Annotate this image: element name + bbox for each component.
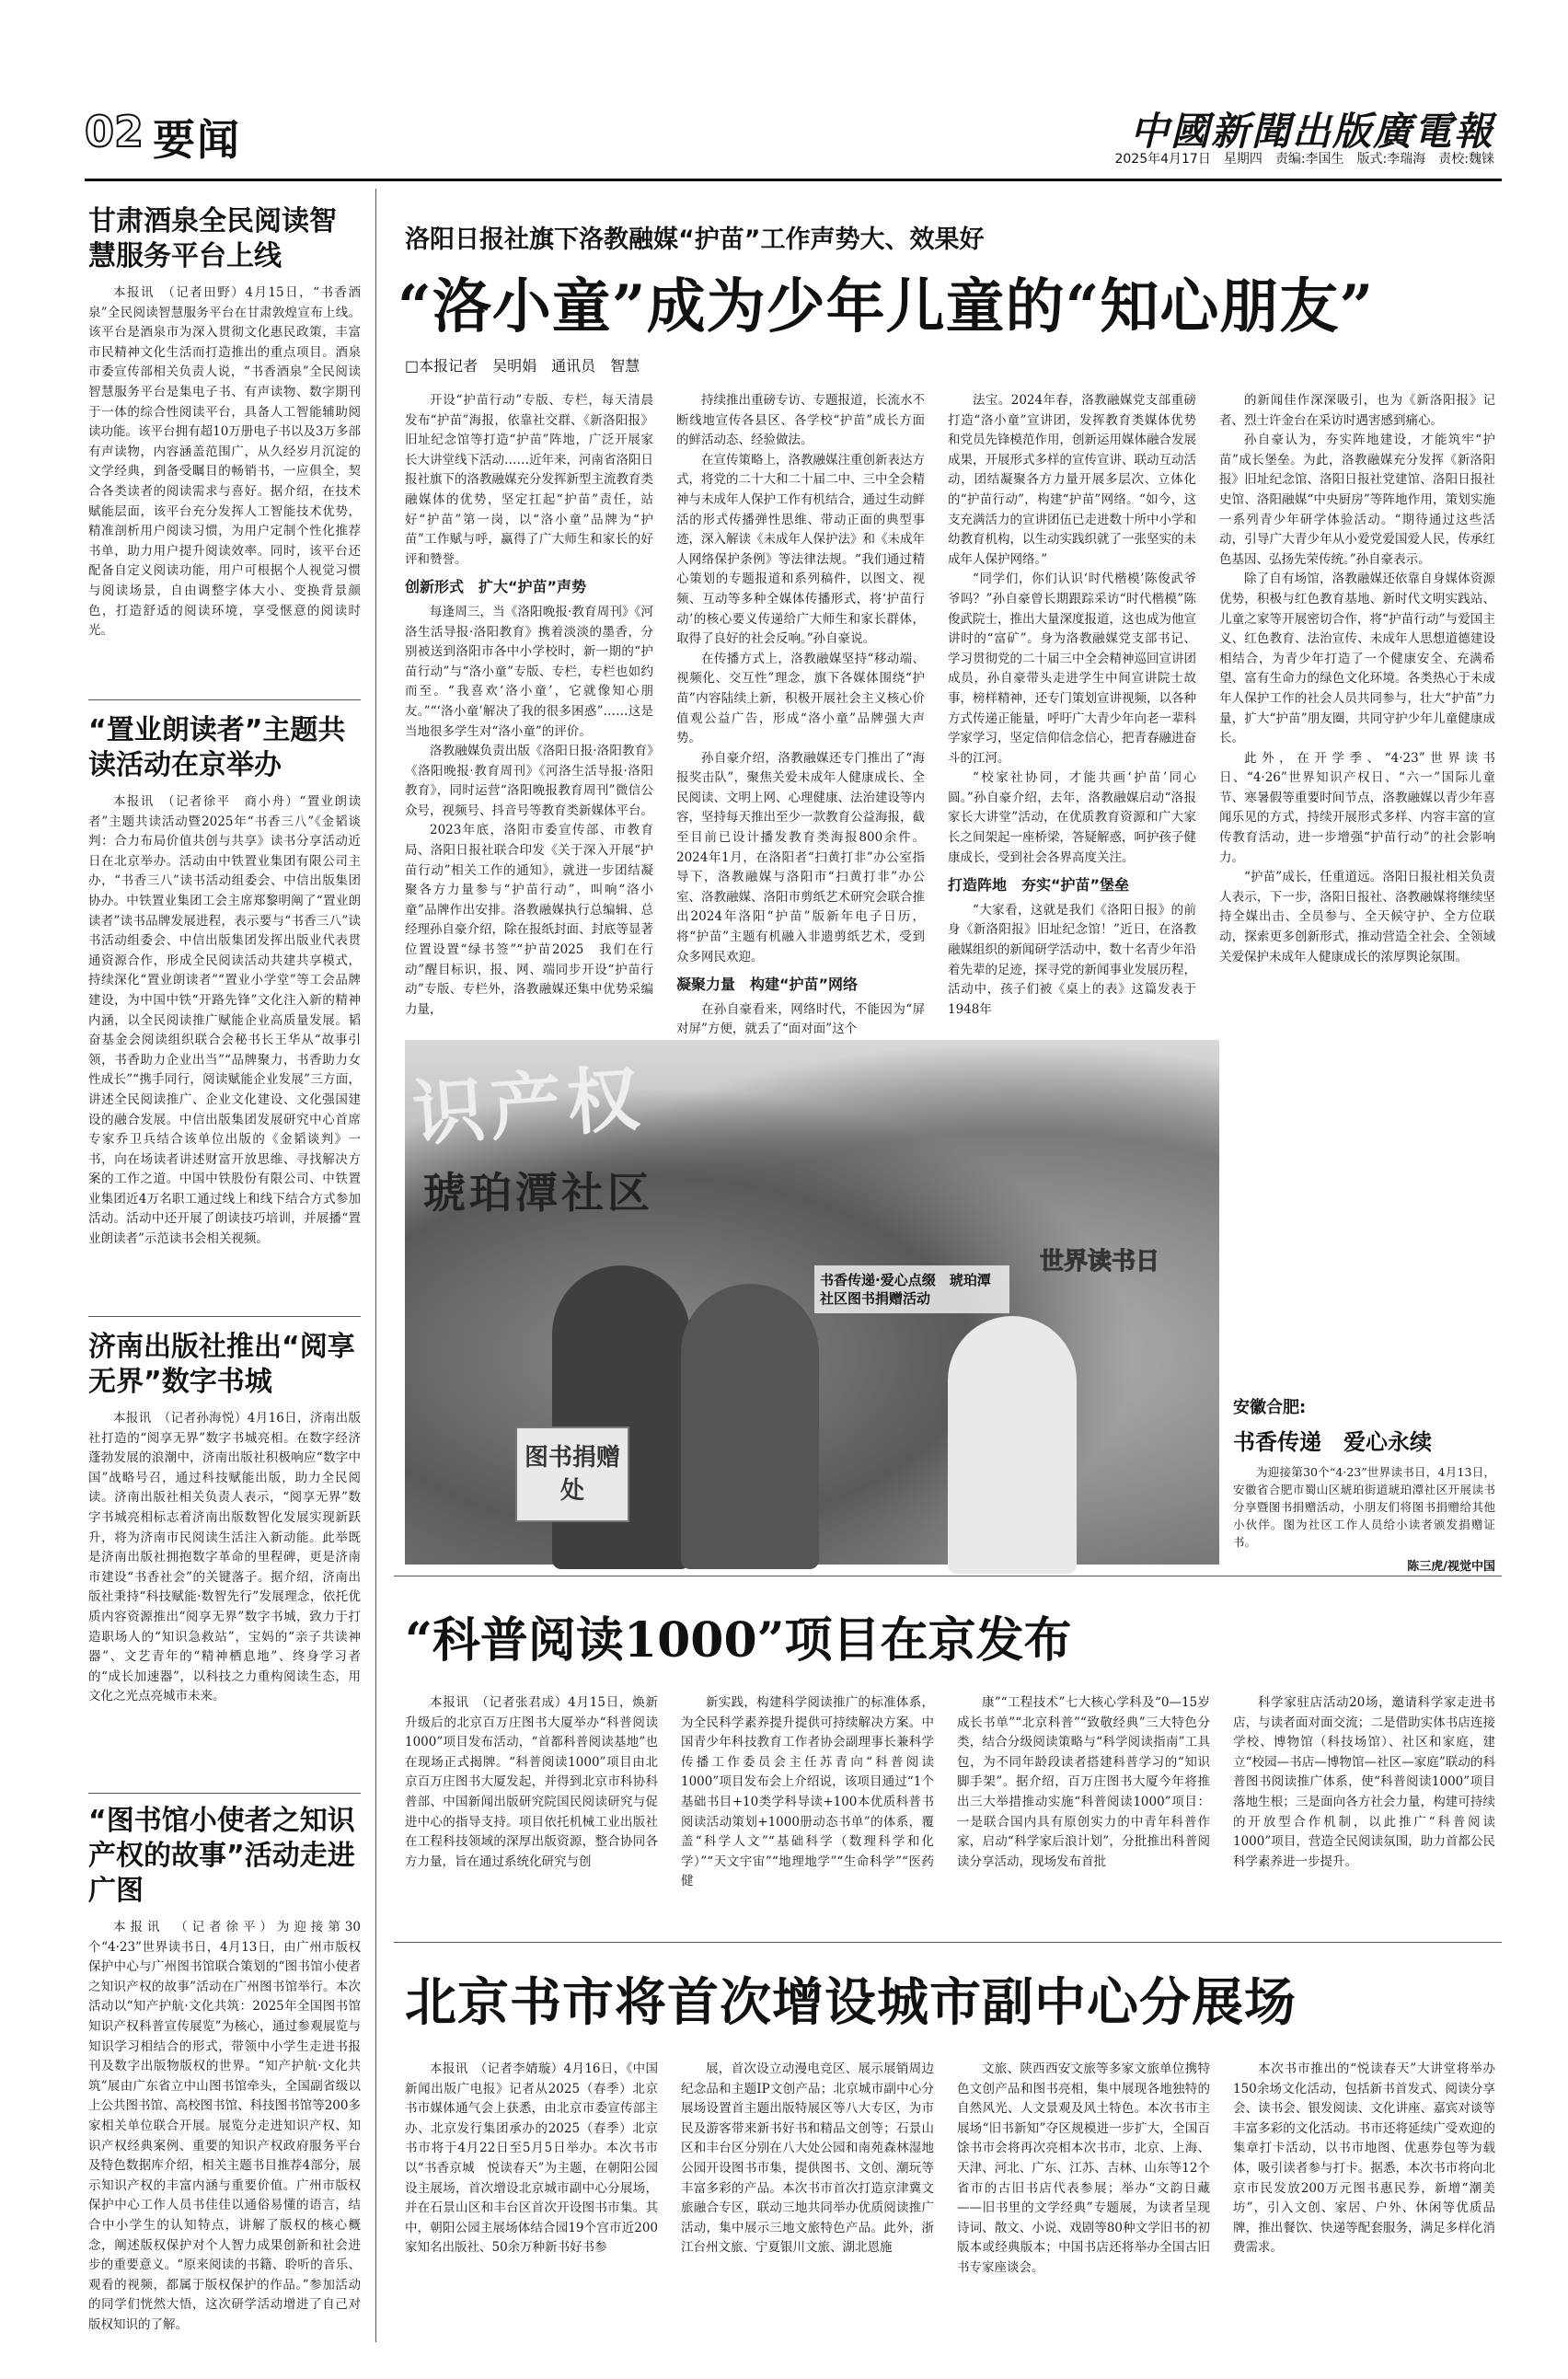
sidebar-article-1: [88, 204, 361, 742]
paragraph: 的新闻佳作深深吸引，也为《新洛阳报》记者、烈士许金台在采访时遇害感到痛心。: [1219, 393, 1495, 428]
sidebar-article-body: [88, 792, 361, 1350]
paragraph: 法宝。2024年春，洛教融媒党支部重磅打造“洛小童”宣讲团，发挥教育类媒体优势和党员先锋模范作用，创新运用媒体融合发展成果，开展形式多样的宣传宣讲、联动互动活动，团结凝聚各方力量开展多层次、立体化的“护苗行动”，构建“护苗”网络。“如今，这支充满活力的宣讲团伍已走进数十所中小学和幼教育机构，以生动实践织就了一张坚实的未成年人保护网络。”: [948, 393, 1196, 567]
paragraph: 科学家驻店活动20场，邀请科学家走进书店，与读者面对面交流；二是借助实体书店连接学校、博物馆（科技场馆）、社区和家庭，建立“校园—书店—博物馆—社区—家庭”联动的科普图书阅读推广体系，使“科普阅读1000”项目落地生根；三是面向各方社会力量，构建可持续的开放型合作机制，以此推广“科普阅读1000”项目，营造全民阅读氛围，助力首都公民科学素养进一步提升。: [1233, 1695, 1495, 1869]
paragraph: 在传播方式上，洛教融媒坚持“移动端、视频化、交互性”理念，旗下各媒体围绕“护苗”内容陆续上新，积极开展社会主义核心价值观公益广告，形成“洛小童”品牌强大声势。: [676, 651, 925, 746]
paragraph: 本报讯 （记者李婧璇）4月16日，《中国新闻出版广电报》记者从2025（春季）北京书市媒体通气会上获悉，由北京市委宣传部主办、北京发行集团承办的2025（春季）北京书市将于4月22日至5月5日举办。本次书市以“书香京城 悦读春天”为主题，在朝阳公园设主展场，首次增设北京城市副中心分展场，并在石景山区和丰台区首次开设图书市集。其中，朝阳公园主展场体结合园19个宫市近200家知名出版社、50余万种新书好书参: [405, 2061, 658, 2256]
photo-person-mid: [681, 1284, 819, 1569]
issue-weekday: 星期四: [1223, 152, 1262, 167]
paragraph: 孙自豪介绍，洛教融媒还专门推出了“海报奖击队”，聚焦关爱未成年人健康成长、全民阅读、文明上网、心理健康、法治建设等内容，坚持每天推出至少一款教育公益海报，截至目前已设计播发教育类海报800余件。2024年1月，在洛阳者“扫黄打非”办公室指导下，洛教融媒与洛阳市“扫黄打非”办公室、洛教融媒、洛阳市剪纸艺术研究会联合推出2024年洛阳“护苗”版新年电子日历，将“护苗”主题有机融入非遗剪纸艺术，受到众多网民欢迎。: [676, 750, 925, 964]
paragraph: “大家看，这就是我们《洛阳日报》的前身《新洛阳报》旧址纪念馆！”近日，在洛教融媒组织的新闻研学活动中，数十名青少年沿着先辈的足迹，探寻党的新闻事业发展历程，活动中，孩子们被《桌上的表》这篇发表于1948年: [948, 902, 1196, 1017]
photo-credit: 陈三虎/视觉中国: [1407, 1560, 1495, 1574]
sidebar-divider: [375, 189, 376, 2342]
sidebar-paragraph: 本报讯 （记者徐平 商小舟）“置业朗读者”主题共读活动暨2025年“书香三八”《金韬谈判：合力布局价值共创与共享》读书分享活动近日在北京举办。活动由中铁置业集团有限公司主办，“书香三八”读书活动组委会、中信出版集团协办。中铁置业集团工会主席郑黎明阐了“置业朗读者”读书品牌发展进程，表示要与“书香三八”读书活动组委会、中信出版集团发挥出版业代表贯通资源合作，形成全民阅读活动共建共享模式，持续深化“置业朗读者”“置业小学堂”等工会品牌建设，为中国中铁“开路先锋”文化注入新的精神内涵，以全民阅读推广赋能企业高质量发展。韬奋基金会阅读组织联合会秘书长王华从“故事引领，书香助力企业出当”“品牌聚力，书香助力女性成长”“携手同行，阅读赋能企业发展”三方面，讲述全民阅读推广、企业文化建设、文化强国建设的融合发展。中信出版集团发展研究中心首席专家乔卫兵结合该单位出版的《金韬谈判》一书，向在场读者讲述财富开放思维、寻找解决方案的工作之道。中国中铁股份有限公司、中铁置业集团近4万名职工通过线上和线下结合方式参加活动。活动中还开展了朗读技巧培训，并展播“置业朗读者”示范读书会相关视频。: [88, 794, 361, 1247]
sidebar-article-body: [88, 1409, 361, 1828]
paragraph: 在宣传策略上，洛教融媒注重创新表达方式，将党的二十大和二十届二中、三中全会精神与未成年人保护工作有机结合，通过生动鲜活的形式传播弹性思维、带动正面的典型事迹，深入解读《未成年人保护法》和《未成年人网络保护条例》等法律法规。“我们通过精心策划的专题报道和系列稿件，以图文、视频、互动等多种全媒体传播形式，将‘护苗行动’的核心要义传递给广大师生和家长群体，取得了良好的社会反响。”孙自豪说。: [676, 452, 925, 647]
paragraph: “校家社协同，才能共画‘护苗’同心圆。”孙自豪介绍，去年，洛教融媒启动“洛报家长大讲堂”活动，在优质教育资源和广大家长之间架起一座桥梁，答疑解惑，呵护孩子健康成长，受到社会各界高度关注。: [948, 770, 1196, 865]
sidebar-article-body: [88, 1918, 361, 2376]
photo-table-sign: 图书捐赠处: [515, 1426, 629, 1522]
bookfair-column-3: [957, 2060, 1210, 2338]
caption-text: 为迎接第30个“4·23”世界读书日，4月13日，安徽省合肥市蜀山区琥珀街道琥珀潭社区开展读书分享暨图书捐赠活动，小朋友们将图书捐赠给其他小伙伴。图为社区工作人员给小读者颁发捐赠证书。: [1233, 1465, 1495, 1549]
paragraph: 在孙自豪看来，网络时代，不能因为“屏对屏”方便，就丢了“面对面”这个: [676, 1001, 925, 1037]
photo-sign-top: 识产权: [409, 1057, 648, 1157]
photo-child: [948, 1316, 1077, 1574]
photo-wall-sign: 世界读书日: [1040, 1248, 1160, 1276]
main-headline: “洛小童”成为少年儿童的“知心朋友”: [398, 272, 1375, 341]
sidebar-article-2: [88, 713, 361, 1350]
subheading: 创新形式 扩大“护苗”声势: [405, 578, 587, 596]
science-column-2: [681, 1693, 934, 1933]
issue-date: 2025年4月17日: [1114, 152, 1211, 167]
bookfair-column-1: [405, 2060, 658, 2338]
news-photo: [405, 1040, 1219, 1565]
issue-info: [1114, 149, 1494, 167]
caption-title: 书香传递 爱心永续: [1233, 1428, 1432, 1455]
paragraph: “护苗”成长，任重道远。洛阳日报社相关负责人表示，下一步，洛阳日报社、洛教融媒将继续坚持全媒出击、全员参与、全天候守护、全方位联动，探索更多创新形式，推动营造全社会、全领域关爱保护未成年人健康成长的浓厚舆论氛围。: [1219, 870, 1495, 964]
science-column-3: [957, 1693, 1210, 1933]
paragraph: 孙自豪认为，夯实阵地建设，才能筑牢“护苗”成长堡垒。为此，洛教融媒充分发挥《新洛阳报》旧址纪念馆、洛阳日报社党建馆、洛阳日报社史馆、洛阳融媒“中央厨房”等阵地作用，策划实施一系列青少年研学体验活动。“期待通过这些活动，引导广大青少年从小爱党爱国爱人民，传承红色基因、弘扬先荣传统。”孙自豪表示。: [1219, 433, 1495, 567]
sidebar-paragraph: 本报讯 （记者田野）4月15日，“书香酒泉”全民阅读智慧服务平台在甘肃敦煌宣布上线。该平台是酒泉市为深入贯彻文化惠民政策，丰富市民精神文化生活而打造推出的重点项目。酒泉市委宣传部相关负责人说，“书香酒泉”全民阅读智慧服务平台是集电子书、有声读物、数字期刊于一体的综合性阅读平台，具备人工智能辅助阅读功能。该平台拥有超10万册电子书以及3万多部有声读物，内容涵盖范围广，从久经岁月沉淀的文学经典，到备受瞩目的畅销书，一应俱全，契合各类读者的阅读需求与喜好。据介绍，在技术赋能层面，该平台充分发挥人工智能技术优势，精准剖析用户阅读习惯，为用户定制个性化推荐书单，助力用户提升阅读效率。同时，该平台还配备自定义阅读功能，用户可根据个人视觉习惯与阅读场景，自由调整字体大小、变换背景颜色，打造舒适的阅读环境，享受惬意的阅读时光。: [88, 285, 361, 639]
main-article-column-3: [948, 391, 1196, 1017]
paragraph: 除了自有场馆，洛教融媒还依靠自身媒体资源优势，积极与红色教育基地、新时代文明实践站、儿童之家等开展密切合作，将“护苗行动”与爱国主义、红色教育、法治宣传、未成年人思想道德建设相结合，为青少年打造了一个健康安全、充满希望、富有生命力的绿色文化环境。各类热心于未成年人保护工作的社会人员共同参与，壮大“护苗”力量，扩大“护苗”朋友圈，共同守护少年儿童健康成长。: [1219, 572, 1495, 746]
sidebar-article-body: [88, 283, 361, 742]
sidebar-paragraph: 本报讯 （记者徐平）为迎接第30个“4·23”世界读书日，4月13日，由广州市版权保护中心与广州图书馆联合策划的“图书馆小使者之知识产权的故事”活动在广州图书馆举行。本次活动以“知产护航·文化共筑：2025年全国图书馆知识产权科普宣传展览”为核心，通过参观展览与知识学习相结合的形式，带领中小学生走进书报刊及数字出版物版权的世界。“知产护航·文化共筑”展由广东省立中山图书馆牵头，全国副省级以上公共图书馆、高校图书馆、科技图书馆等200多家相关单位联合开展。展览分走进知识产权、知识产权经典案例、重要的知识产权政府服务平台及特色数据库介绍，相关主题书目推荐4部分，展示知识产权的丰富内涵与重要价值。广州市版权保护中心工作人员书佳佳以通俗易懂的语言，结合中小学生的认知特点，讲解了版权的核心概念，阐述版权保护对个人智力成果创新和社会进步的重要意义。“原来阅读的书籍、聆听的音乐、观看的视频，都属于版权保护的作品。”参加活动的同学们恍然大悟，这次研学活动增进了自己对版权知识的了解。: [88, 1920, 361, 2332]
sidebar-article-title: 济南出版社推出“阅享无界”数字书城: [88, 1331, 355, 1398]
paragraph: 每逢周三，当《洛阳晚报·教育周刊》《河洛生活导报·洛阳教育》携着淡淡的墨香，分别被送到洛阳市各中小学校时，新一期的“护苗行动”与“洛小童”专版、专栏，专栏也如约而至。“我喜欢‘洛小童’，它就像知心朋友。”“‘洛小童’解决了我的很多困惑”……这是当地很多学生对“洛小童”的评价。: [405, 604, 653, 739]
sidebar-paragraph: 本报讯 （记者孙海悦）4月16日，济南出版社打造的“阅享无界”数字书城亮相。在数字经济蓬勃发展的浪潮中，济南出版社积极响应“数字中国”战略号召，通过科技赋能出版，助力全民阅读。济南出版社相关负责人表示，“阅享无界”数字书城亮相标志着济南出版数智化发展实现新跃升，将为济南市民阅读生活注入新动能。此举既是济南出版社拥抱数字革命的里程碑，更是济南市建设“书香社会”的关键落子。据介绍，济南出版社秉持“科技赋能·数智先行”发展理念，依托优质内容资源推出“阅享无界”数字书城，致力于打造职场人的“知识急救站”，宝妈的“亲子共读神器”、文艺青年的“精神栖息地”、终身学习者的“成长加速器”，以科技之力重构阅读生态，用文化之光点亮城市未来。: [88, 1411, 361, 1704]
caption-location: 安徽合肥:: [1233, 1398, 1307, 1417]
sidebar-article-title: “图书馆小使者之知识产权的故事”活动走进广图: [88, 1805, 355, 1907]
main-article-column-2: [676, 391, 925, 1037]
issue-proofreader: 责校:魏铼: [1438, 152, 1494, 167]
sidebar-article-title: “置业朗读者”主题共读活动在京举办: [88, 714, 346, 781]
section-name: 要闻: [153, 115, 241, 165]
sidebar-separator: [88, 1316, 361, 1317]
sidebar-article-3: [88, 1330, 361, 1828]
masthead: [85, 99, 1502, 175]
paragraph: 持续推出重磅专访、专题报道，长流水不断线地宣传各县区、各学校“护苗”成长方面的鲜活动态、经验做法。: [676, 393, 925, 448]
bookfair-column-4: [1233, 2060, 1495, 2338]
science-column-4: [1233, 1693, 1495, 1933]
subheading: 凝聚力量 构建“护苗”网络: [676, 976, 859, 994]
paragraph: 此外，在开学季、“4·23”世界读书日、“4·26”世界知识产权日、“六一”国际儿童节、寒暑假等重要时间节点，洛教融媒以青少年喜闻乐见的方式，持续开展形式多样、内容丰富的宣传教育活动，进一步增强“护苗行动”的社会影响力。: [1219, 750, 1495, 865]
paragraph: 康”“工程技术”七大核心学科及“0—15岁成长书单”“北京科普”“致敬经典”三大特色分类，结合分级阅读策略与“科学阅读指南”工具包，为不同年龄段读者搭建科普学习的“知识脚手架”。据介绍，百万庄图书大厦今年将推出三大举措推动实施“科普阅读1000”项目：一是联合国内具有原创实力的中青年科普作家，启动“科学家后浪计划”，分批推出科普阅读分享活动，现场发布首批: [957, 1695, 1210, 1869]
main-byline: □本报记者 吴明娟 通讯员 智慧: [405, 357, 640, 375]
sidebar-separator: [88, 1793, 361, 1794]
issue-designer: 版式:李瑞海: [1356, 152, 1426, 167]
paper-logo: 中國新聞出版廣電報: [1129, 109, 1494, 154]
paragraph: 洛教融媒负责出版《洛阳日报·洛阳教育》《洛阳晚报·教育周刊》《河洛生活导报·洛阳教育》，同时运营“洛阳晚报教育周刊”微信公众号，视频号、抖音号等教育类新媒体平台。: [405, 744, 653, 818]
section-separator: [394, 1942, 1502, 1943]
paragraph: 2023年底，洛阳市委宣传部、市教育局、洛阳日报社联合印发《关于深入开展“护苗行动”相关工作的通知》，就进一步团结凝聚各方力量参与“护苗行动”，叫响“洛小童”品牌作出安排。洛教融媒执行总编辑、总经理孙自豪介绍，除在报纸封面、封底等显著位置设置“绿书签”“护苗2025 我们在行动”醒目标识，报、网、端同步开设“护苗行动”专版、专栏外，洛教融媒还集中优势采编力量，: [405, 823, 653, 1017]
paragraph: 本次书市推出的“悦读春天”大讲堂将举办150余场文化活动，包括新书首发式、阅读分享会、读书会、银发阅读、文化讲座、嘉宾对谈等丰富多彩的文化活动。书市还将延续广受欢迎的集章打卡活动，以书市地图、优惠券包等为载体，吸引读者参与打卡。据悉，本次书市将向北京市民发放200万元图书惠民券，新增“潮美坊”，引入文创、家居、户外、休闲等优质品牌，推出餐饮、快递等配套服务，满足多样化消费需求。: [1233, 2061, 1495, 2256]
issue-editor: 责编:李国生: [1274, 152, 1344, 167]
photo-sign-mid: 琥珀潭社区: [423, 1168, 653, 1218]
photo-banner: 书香传递·爱心点缀 琥珀潭社区图书捐赠活动: [814, 1265, 1009, 1313]
photo-person-left: [552, 1265, 690, 1569]
masthead-rule: [85, 179, 1502, 181]
main-article-column-4: [1219, 391, 1495, 1017]
subheading: 打造阵地 夯实“护苗”堡垒: [948, 876, 1130, 895]
main-article-column-1: [405, 391, 653, 1017]
main-kicker: 洛阳日报社旗下洛教融媒“护苗”工作声势大、效果好: [405, 225, 985, 254]
paragraph: 开设“护苗行动”专版、专栏，每天清晨发布“护苗”海报，依靠社交群、《新洛阳报》旧址纪念馆等打造“护苗”阵地，广泛开展家长大讲堂线下活动……近年来，河南省洛阳日报社旗下的洛教融媒充分发挥新型主流教育类融媒体的优势，坚定扛起“护苗”责任，站好“护苗”第一岗，以“洛小童”品牌为“护苗”工作赋与呼，赢得了广大师生和家长的好评和赞誉。: [405, 393, 653, 567]
sidebar-article-title: 甘肃酒泉全民阅读智慧服务平台上线: [88, 205, 337, 272]
paragraph: “同学们，你们认识‘时代楷模’陈俊武爷爷吗？”孙自豪曾长期跟踪采访“时代楷模”陈俊武院士，推出大量深度报道，这也成为他宣讲时的“富矿”。身为洛教融媒党支部书记、学习贯彻党的二十届三中全会精神巡回宣讲团成员，孙自豪带头走进学生中间宣讲院士故事，榜样精神，还专门策划宣讲视频，以各种方式传递正能量，呼吁广大青少年向老一辈科学家学习，坚定信仰信念信心，把青春融进奋斗的江河。: [948, 572, 1196, 766]
paragraph: 展，首次设立动漫电竞区、展示展销周边纪念品和主题IP文创产品；北京城市副中心分展场设置首主题出版特展区等八大专区，为市民及游客带来新书好书和精品文创等；石景山区和丰台区分别在八大处公园和南苑森林湿地公园开设图书市集，提供图书、文创、潮玩等丰富多彩的产品。本次书市首次打造京津冀文旅融合专区，联动三地共同举办优质阅读推广活动，集中展示三地文旅特色产品。此外，浙江台州文旅、宁夏银川文旅、湖北恩施: [681, 2061, 934, 2256]
paragraph: 本报讯 （记者张君成）4月15日，焕新升级后的北京百万庄图书大厦举办“科普阅读1000”项目发布活动，“首都科普阅读基地”也在现场正式揭牌。“科普阅读1000”项目由北京百万庄图书大厦发起，并得到北京市科协科普部、中国新闻出版研究院国民阅读研究与促进中心的指导支持。项目依托机械工业出版社在工程科技领域的深厚出版资源，整合协同各方力量，旨在通过系统化研究与创: [405, 1695, 658, 1869]
sidebar-article-4: [88, 1804, 361, 2376]
science-headline: “科普阅读1000”项目在京发布: [405, 1612, 1072, 1669]
paragraph: 新实践，构建科学阅读推广的标准体系，为全民科学素养提升提供可持续解决方案。中国青少年科技教育工作者协会副理事长兼科学传播工作委员会主任苏青向“科普阅读1000”项目发布会上介绍说，该项目通过“1个基础书目+10类学科导读+100本优质科普书阅读活动策划+1000册动态书单”的体系，覆盖“科学人文”“基础科学（数理科学和化学）”“天文宇宙”“地理地学”“生命科学”“医药健: [681, 1695, 934, 1889]
photo-caption: [1233, 1394, 1495, 1574]
science-column-1: [405, 1693, 658, 1933]
bookfair-headline: 北京书市将首次增设城市副中心分展场: [405, 1972, 1297, 2033]
sidebar-separator: [88, 699, 361, 700]
paragraph: 文旅、陕西西安文旅等多家文旅单位携特色文创产品和图书亮相，集中展现各地独特的自然风光、人文景观及风土特色。本次书市主展场“旧书新知”夺区规模进一步扩大，全国百馀书市会将再次亮相本次书市，北京、上海、天津、河北、广东、江苏、吉林、山东等12个省市的古旧书店代表参展；举办“文韵日藏——旧书里的文学经典”专题展，为读者呈现诗词、散文、小说、戏剧等80种文学旧书的初版本或经典版本；中国书店还将举办全国古旧书专家座谈会。: [957, 2061, 1210, 2275]
page-number: 02: [85, 107, 144, 156]
bookfair-column-2: [681, 2060, 934, 2338]
